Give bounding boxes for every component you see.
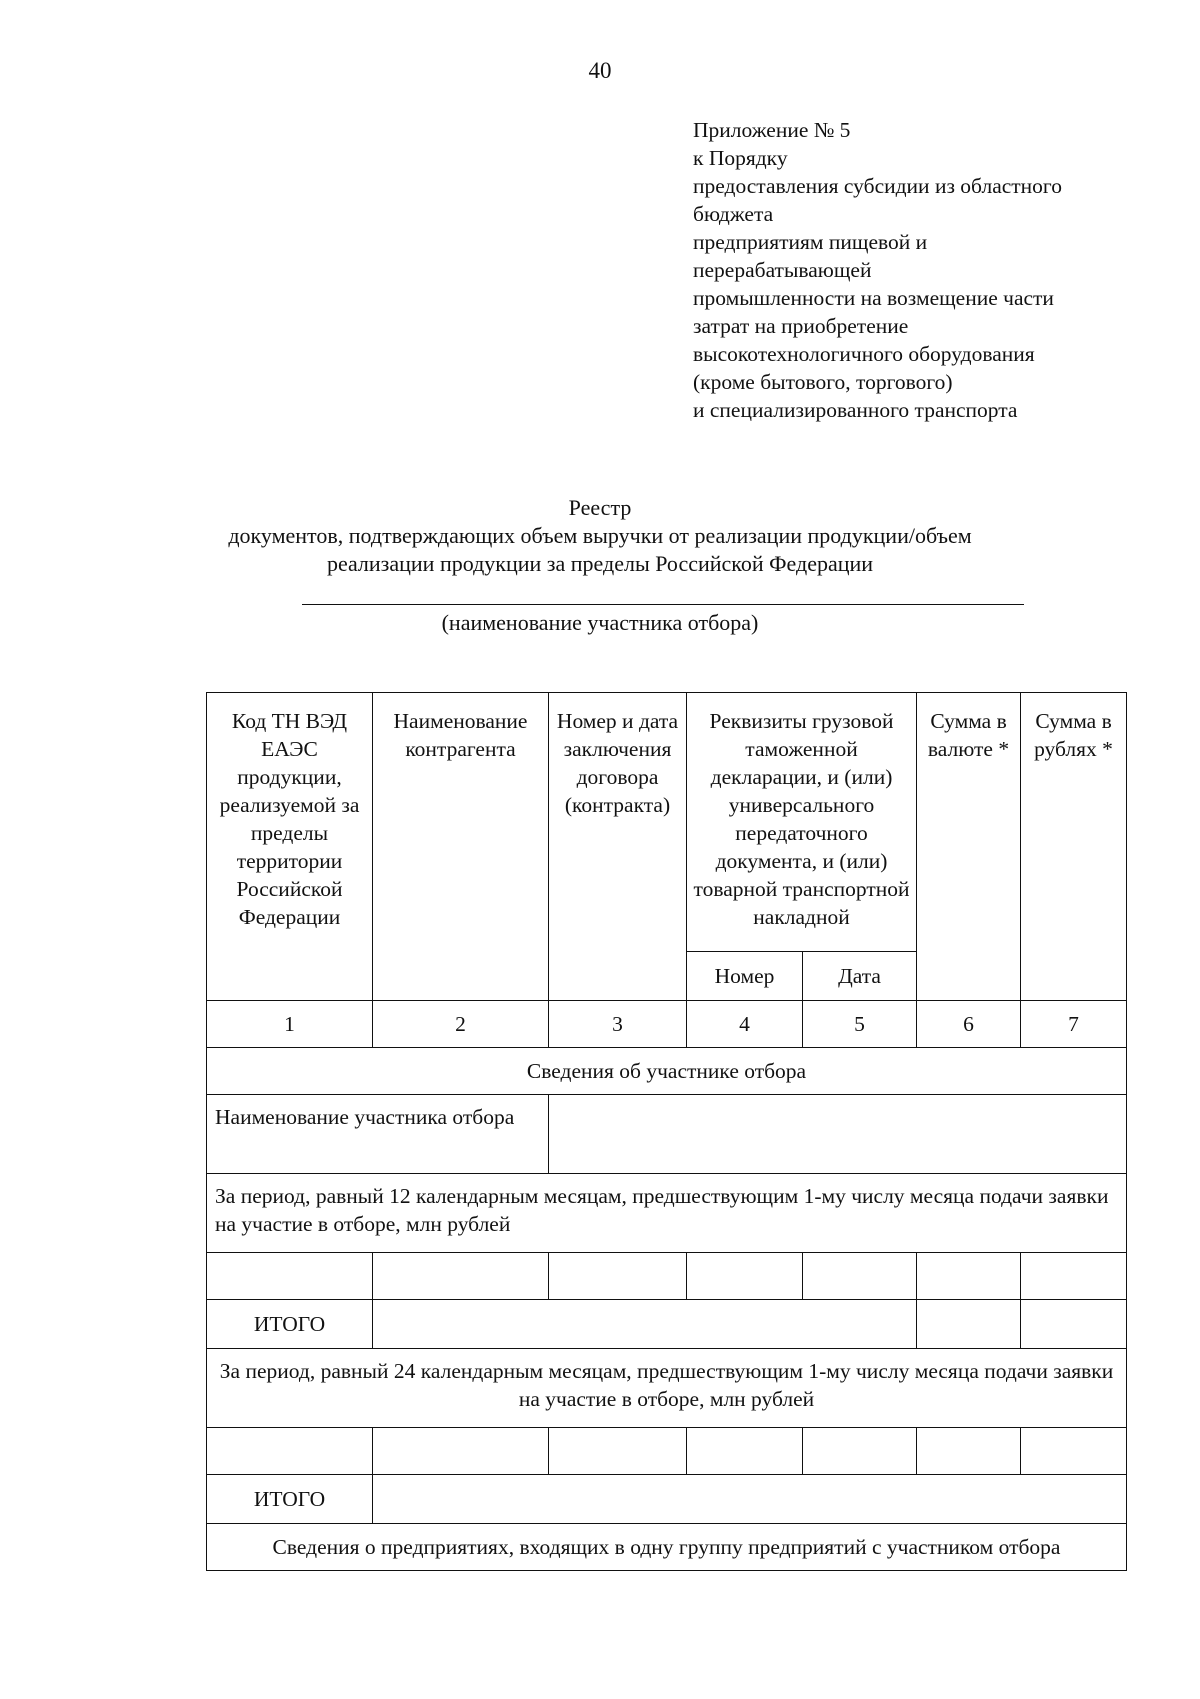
period-24-heading: За период, равный 24 календарным месяцам, предшествующим 1-му числу месяца подачи заявки на участие в отборе, млн рублей — [207, 1349, 1127, 1428]
section-row — [207, 1048, 1127, 1095]
table-row — [207, 1428, 1127, 1475]
column-number: 3 — [549, 1001, 687, 1048]
table-row — [207, 1095, 1127, 1174]
appendix-line: перерабатывающей — [693, 258, 872, 282]
page-number: 40 — [588, 58, 612, 83]
column-number: 1 — [207, 1001, 373, 1048]
column-number: 6 — [917, 1001, 1021, 1048]
table-cell — [549, 1428, 687, 1475]
header-cell: Номер и дата заключения договора (контракта) — [549, 693, 687, 1001]
header-cell: Сумма в валюте * — [917, 693, 1021, 1001]
section-row — [207, 1349, 1127, 1428]
table-cell — [687, 1428, 803, 1475]
appendix-line: предприятиям пищевой и — [693, 230, 928, 254]
registry-heading — [0, 494, 1200, 578]
section-row — [207, 1524, 1127, 1571]
table-row — [207, 1253, 1127, 1300]
table-cell — [207, 1253, 373, 1300]
participant-name-value — [549, 1095, 1127, 1174]
table-cell — [1021, 1300, 1127, 1349]
appendix-line: затрат на приобретение — [693, 314, 909, 338]
registry-subtitle-line: документов, подтверждающих объем выручки от реализации продукции/объем — [228, 523, 972, 548]
appendix-block — [693, 116, 1163, 424]
table-cell — [1021, 1428, 1127, 1475]
table-cell — [373, 1475, 1127, 1524]
total-label: ИТОГО — [207, 1475, 373, 1524]
table-cell — [803, 1428, 917, 1475]
appendix-line: (кроме бытового, торгового) — [693, 370, 953, 394]
appendix-line: к Порядку — [693, 146, 788, 170]
table-cell — [1021, 1253, 1127, 1300]
table-cell — [917, 1253, 1021, 1300]
period-12-heading: За период, равный 12 календарным месяцам, предшествующим 1-му числу месяца подачи заявки на участие в отборе, млн рублей — [207, 1174, 1127, 1253]
column-number: 7 — [1021, 1001, 1127, 1048]
table-cell — [373, 1300, 917, 1349]
column-number: 2 — [373, 1001, 549, 1048]
table-cell — [917, 1300, 1021, 1349]
table-cell — [803, 1253, 917, 1300]
participant-name-underline — [302, 604, 1024, 605]
column-number: 5 — [803, 1001, 917, 1048]
header-cell: Код ТН ВЭД ЕАЭС продукции, реализуемой за пределы территории Российской Федерации — [207, 693, 373, 1001]
registry-title: Реестр — [568, 495, 632, 520]
table-cell — [549, 1253, 687, 1300]
appendix-line: высокотехнологичного оборудования — [693, 342, 1035, 366]
section-group-heading: Сведения о предприятиях, входящих в одну группу предприятий с участником отбора — [207, 1524, 1127, 1571]
appendix-line: Приложение № 5 — [693, 118, 851, 142]
section-participant-heading: Сведения об участнике отбора — [207, 1048, 1127, 1095]
column-numbers-row — [207, 1001, 1127, 1048]
header-cell: Наименование контрагента — [373, 693, 549, 1001]
header-cell: Реквизиты грузовой таможенной декларации, и (или) универсального передаточного документа, и (или) товарной транспортной накладной — [687, 693, 917, 952]
appendix-line: предоставления субсидии из областного — [693, 174, 1062, 198]
registry-table — [206, 692, 1127, 1571]
registry-subtitle-line: реализации продукции за пределы Российской Федерации — [326, 551, 874, 576]
table-cell — [207, 1428, 373, 1475]
participant-name-label: Наименование участника отбора — [207, 1095, 549, 1174]
section-row — [207, 1174, 1127, 1253]
appendix-line: бюджета — [693, 202, 774, 226]
subheader-cell: Номер — [687, 952, 803, 1001]
subheader-cell: Дата — [803, 952, 917, 1001]
table-cell — [687, 1253, 803, 1300]
table-cell — [373, 1253, 549, 1300]
table-cell — [917, 1428, 1021, 1475]
table-header-row — [207, 693, 1127, 952]
total-label: ИТОГО — [207, 1300, 373, 1349]
total-row — [207, 1300, 1127, 1349]
appendix-line: промышленности на возмещение части — [693, 286, 1054, 310]
column-number: 4 — [687, 1001, 803, 1048]
appendix-line: и специализированного транспорта — [693, 398, 1018, 422]
table-cell — [373, 1428, 549, 1475]
header-cell: Сумма в рублях * — [1021, 693, 1127, 1001]
participant-name-caption: (наименование участника отбора) — [441, 610, 759, 635]
total-row — [207, 1475, 1127, 1524]
